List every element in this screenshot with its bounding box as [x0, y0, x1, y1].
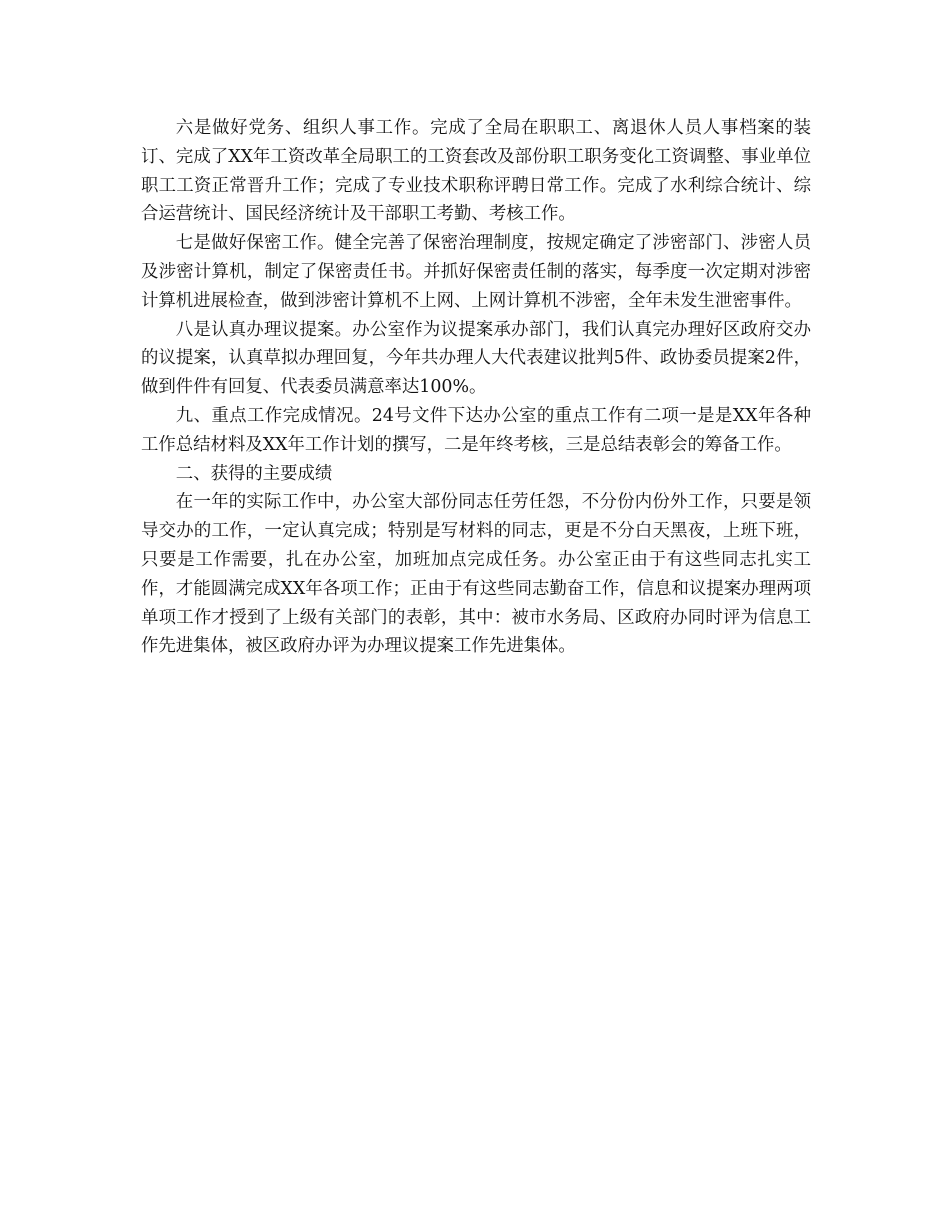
paragraph-proposal-handling: 八是认真办理议提案。办公室作为议提案承办部门，我们认真完办理好区政府交办的议提案，认真草拟办理回复，今年共办理人大代表建议批判5件、政协委员提案2件，做到件件有回复、代表委员满意率达100%。	[141, 319, 811, 398]
section-heading-achievements: 二、获得的主要成绩	[175, 463, 333, 484]
paragraph-party-personnel-work: 六是做好党务、组织人事工作。完成了全局在职职工、离退休人员人事档案的装订、完成了XX年工资改革全局职工的工资套改及部份职工职务变化工资调整、事业单位职工工资正常晋升工作；完成了专业技术职称评聘日常工作。完成了水利综合统计、综合运营统计、国民经济统计及干部职工考勤、考核工作。	[141, 118, 811, 225]
paragraph-key-work-completion: 九、重点工作完成情况。24号文件下达办公室的重点工作有二项一是是XX年各种工作总结材料及XX年工作计划的撰写，二是年终考核，三是总结表彰会的筹备工作。	[141, 405, 811, 455]
paragraph-achievements-body: 在一年的实际工作中，办公室大部份同志任劳任怨，不分份内份外工作，只要是领导交办的工作，一定认真完成；特别是写材料的同志，更是不分白天黑夜，上班下班，只要是工作需要，扎在办公室，加班加点完成任务。办公室正由于有这些同志扎实工作，才能圆满完成XX年各项工作；正由于有这些同志勤奋工作，信息和议提案办理两项单项工作才授到了上级有关部门的表彰，其中：被市水务局、区政府办同时评为信息工作先进集体，被区政府办评为办理议提案工作先进集体。	[141, 492, 811, 657]
document-body	[141, 114, 811, 661]
paragraph-confidentiality-work: 七是做好保密工作。健全完善了保密治理制度，按规定确定了涉密部门、涉密人员及涉密计算机，制定了保密责任书。并抓好保密责任制的落实，每季度一次定期对涉密计算机进展检查，做到涉密计算机不上网、上网计算机不涉密，全年未发生泄密事件。	[141, 233, 811, 311]
